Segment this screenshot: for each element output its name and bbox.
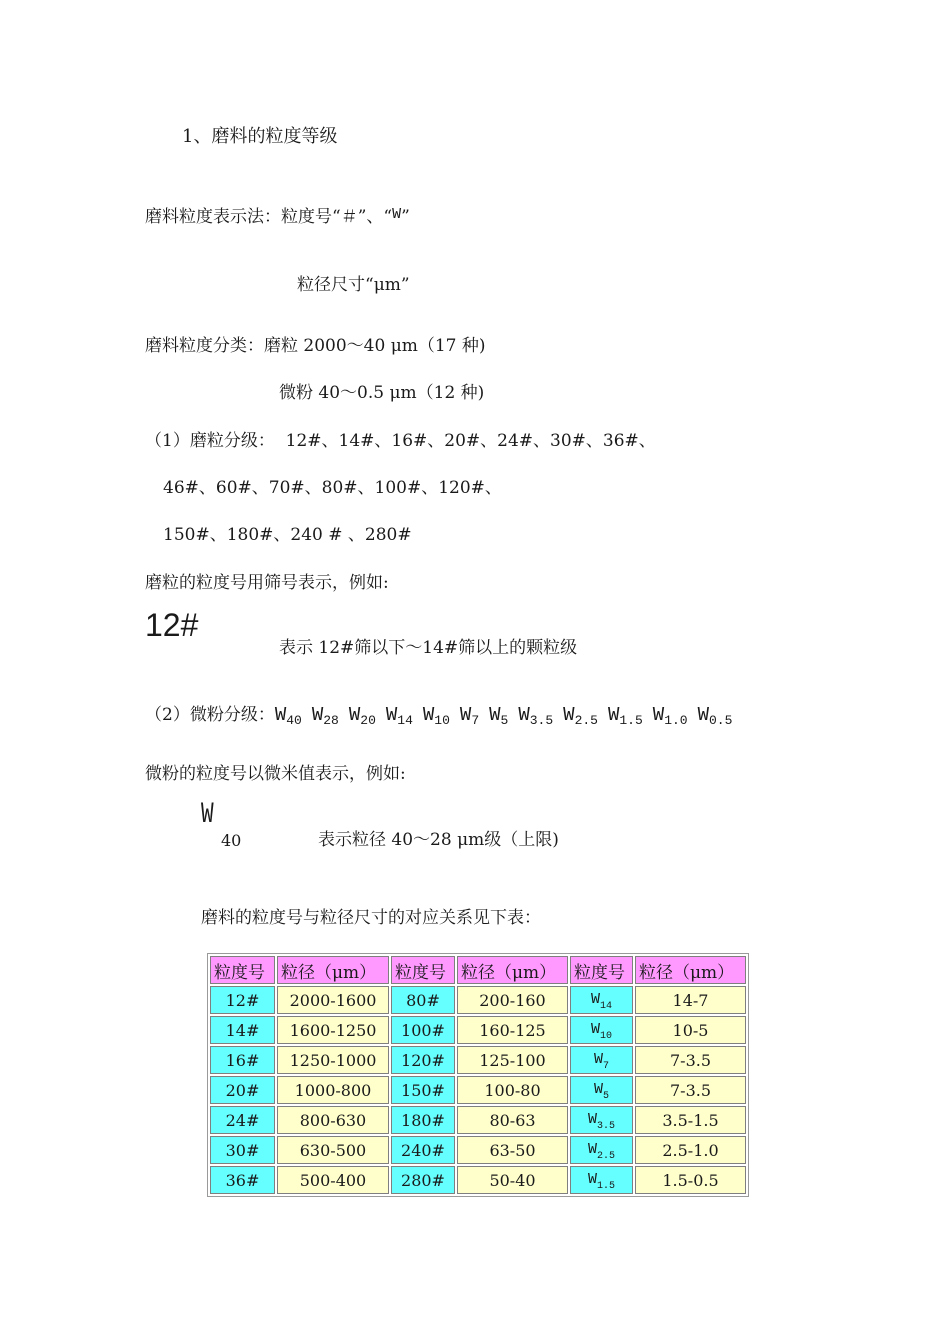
powder-grade	[312, 703, 339, 733]
powder-grade-sub: 0.5	[709, 713, 733, 728]
grit-example-big: 12#	[145, 607, 199, 643]
powder-grade-sub: 14	[600, 1001, 613, 1012]
grit-grading-line-2: 46#、60#、70#、80#、100#、120#、	[163, 478, 502, 498]
grade-cell: 12#	[210, 986, 275, 1014]
classification-line-grit: 磨料粒度分类：磨粒 2000～40 μm（17 种)	[145, 336, 486, 356]
powder-grades-list	[274, 704, 743, 728]
powder-grade-sub: 40	[286, 713, 302, 728]
size-cell: 63-50	[457, 1136, 568, 1164]
size-cell: 1600-1250	[277, 1016, 389, 1044]
powder-grade	[563, 703, 598, 733]
powder-example-desc: 表示粒径 40～28 μm级（上限)	[318, 830, 559, 850]
powder-grade-w: W	[587, 1171, 597, 1188]
table-row	[210, 1166, 746, 1194]
powder-grade	[275, 703, 302, 733]
notation-end: ”	[401, 207, 410, 227]
grade-cell: 120#	[391, 1046, 455, 1074]
size-cell: 50-40	[457, 1166, 568, 1194]
powder-grade-w: W	[274, 704, 287, 726]
powder-grade-cell	[570, 1046, 633, 1074]
powder-grade-sub: 5	[603, 1091, 610, 1102]
size-cell: 80-63	[457, 1106, 568, 1134]
table-header-row	[210, 956, 746, 984]
powder-grade-sub: 3.5	[597, 1121, 616, 1132]
powder-grade-sub: 28	[323, 713, 339, 728]
powder-grading-label: （2）微粉分级：	[145, 705, 275, 725]
header-cell: 粒度号	[210, 956, 275, 984]
powder-grade-w: W	[348, 704, 361, 726]
powder-example-intro: 微粉的粒度号以微米值表示，例如:	[145, 764, 406, 784]
powder-grade-sub: 1.5	[597, 1181, 616, 1192]
powder-grade-sub: 1.5	[619, 713, 643, 728]
size-cell: 1.5-0.5	[635, 1166, 746, 1194]
size-cell: 160-125	[457, 1016, 568, 1044]
powder-grade-cell	[570, 1106, 633, 1134]
powder-grade-cell	[570, 986, 633, 1014]
powder-grade	[518, 703, 553, 733]
powder-grade-cell	[570, 1076, 633, 1104]
header-cell: 粒径（μm）	[277, 956, 389, 984]
header-cell: 粒度号	[391, 956, 455, 984]
powder-grade-sub: 7	[471, 713, 480, 728]
powder-grade-w: W	[593, 1051, 603, 1068]
powder-grade-w: W	[385, 704, 398, 726]
powder-grade	[608, 703, 643, 733]
powder-example-big-sub: 40	[221, 831, 242, 850]
powder-grade-sub: 10	[434, 713, 450, 728]
grit-example-desc: 表示 12#筛以下～14#筛以上的颗粒级	[279, 638, 578, 658]
size-cell: 800-630	[277, 1106, 389, 1134]
grade-cell: 80#	[391, 986, 455, 1014]
grit-grading-line-1: （1）磨粒分级： 12#、14#、16#、20#、24#、30#、36#、	[145, 431, 656, 451]
powder-grade-w: W	[311, 704, 324, 726]
size-cell: 1250-1000	[277, 1046, 389, 1074]
size-cell: 7-3.5	[635, 1046, 746, 1074]
powder-grade-sub: 14	[397, 713, 413, 728]
powder-grade-w: W	[489, 704, 501, 726]
powder-grade-w: W	[459, 704, 472, 726]
powder-grade-w: W	[590, 991, 600, 1008]
grade-cell: 14#	[210, 1016, 275, 1044]
size-cell: 500-400	[277, 1166, 389, 1194]
powder-grade-cell	[570, 1016, 633, 1044]
grade-cell: 16#	[210, 1046, 275, 1074]
size-cell: 1000-800	[277, 1076, 389, 1104]
grade-table-body	[210, 956, 746, 1194]
powder-grade-sub: 3.5	[529, 713, 554, 728]
size-cell: 14-7	[635, 986, 746, 1014]
grade-cell: 24#	[210, 1106, 275, 1134]
powder-grade-sub: 2.5	[597, 1151, 616, 1162]
powder-grade	[489, 703, 508, 733]
grit-grading-line-3: 150#、180#、240 # 、280#	[163, 525, 412, 545]
notation-size-line: 粒径尺寸“μm”	[297, 275, 410, 295]
powder-grade-sub: 2.5	[574, 713, 598, 728]
grade-cell: 180#	[391, 1106, 455, 1134]
powder-grade-w: W	[697, 704, 709, 726]
powder-grade-cell	[570, 1136, 633, 1164]
size-cell: 2000-1600	[277, 986, 389, 1014]
table-row	[210, 986, 746, 1014]
table-intro: 磨料的粒度号与粒径尺寸的对应关系见下表：	[201, 908, 541, 928]
grade-cell: 36#	[210, 1166, 275, 1194]
grade-cell: 280#	[391, 1166, 455, 1194]
size-cell: 2.5-1.0	[635, 1136, 746, 1164]
powder-grade-w: W	[518, 704, 530, 726]
powder-grade-w: W	[587, 1141, 597, 1158]
notation-text: 磨料粒度表示法：粒度号“＃”、“	[145, 207, 393, 227]
header-cell: 粒度号	[570, 956, 633, 984]
notation-w: W	[392, 206, 402, 223]
grade-size-table	[207, 953, 749, 1197]
powder-grading-line	[145, 703, 742, 733]
grade-cell: 100#	[391, 1016, 455, 1044]
table-row	[210, 1136, 746, 1164]
grade-cell: 20#	[210, 1076, 275, 1104]
powder-grade-w: W	[422, 704, 435, 726]
powder-grade-sub: 10	[600, 1031, 613, 1042]
powder-grade-w: W	[587, 1111, 597, 1128]
size-cell: 200-160	[457, 986, 568, 1014]
powder-grade-cell	[570, 1166, 633, 1194]
header-cell: 粒径（μm）	[635, 956, 746, 984]
grade-cell: 30#	[210, 1136, 275, 1164]
powder-grade	[386, 703, 413, 733]
grade-cell: 240#	[391, 1136, 455, 1164]
powder-grade	[698, 703, 733, 733]
table-row	[210, 1076, 746, 1104]
notation-line	[145, 205, 410, 227]
powder-grade-sub: 7	[603, 1061, 610, 1072]
powder-grade	[653, 703, 688, 733]
powder-grade-sub: 1.0	[664, 713, 688, 728]
size-cell: 125-100	[457, 1046, 568, 1074]
powder-grade-w: W	[593, 1081, 603, 1098]
powder-grade-w: W	[607, 704, 620, 726]
powder-example-big-w: W	[201, 798, 214, 832]
powder-grade-sub: 20	[360, 713, 376, 728]
size-cell: 100-80	[457, 1076, 568, 1104]
size-cell: 10-5	[635, 1016, 746, 1044]
powder-grade-w: W	[652, 704, 665, 726]
size-cell: 630-500	[277, 1136, 389, 1164]
powder-grade-sub: 5	[500, 713, 509, 728]
table-row	[210, 1016, 746, 1044]
powder-grade	[423, 703, 450, 733]
table-row	[210, 1106, 746, 1134]
powder-grade-w: W	[590, 1021, 600, 1038]
grade-cell: 150#	[391, 1076, 455, 1104]
powder-grade	[460, 703, 479, 733]
section-heading: 1、磨料的粒度等级	[182, 126, 338, 147]
classification-line-powder: 微粉 40～0.5 μm（12 种)	[279, 383, 485, 403]
powder-grade-w: W	[563, 704, 575, 726]
size-cell: 3.5-1.5	[635, 1106, 746, 1134]
grit-example-intro: 磨粒的粒度号用筛号表示，例如:	[145, 573, 389, 593]
powder-grade	[349, 703, 376, 733]
size-cell: 7-3.5	[635, 1076, 746, 1104]
header-cell: 粒径（μm）	[457, 956, 568, 984]
table-row	[210, 1046, 746, 1074]
